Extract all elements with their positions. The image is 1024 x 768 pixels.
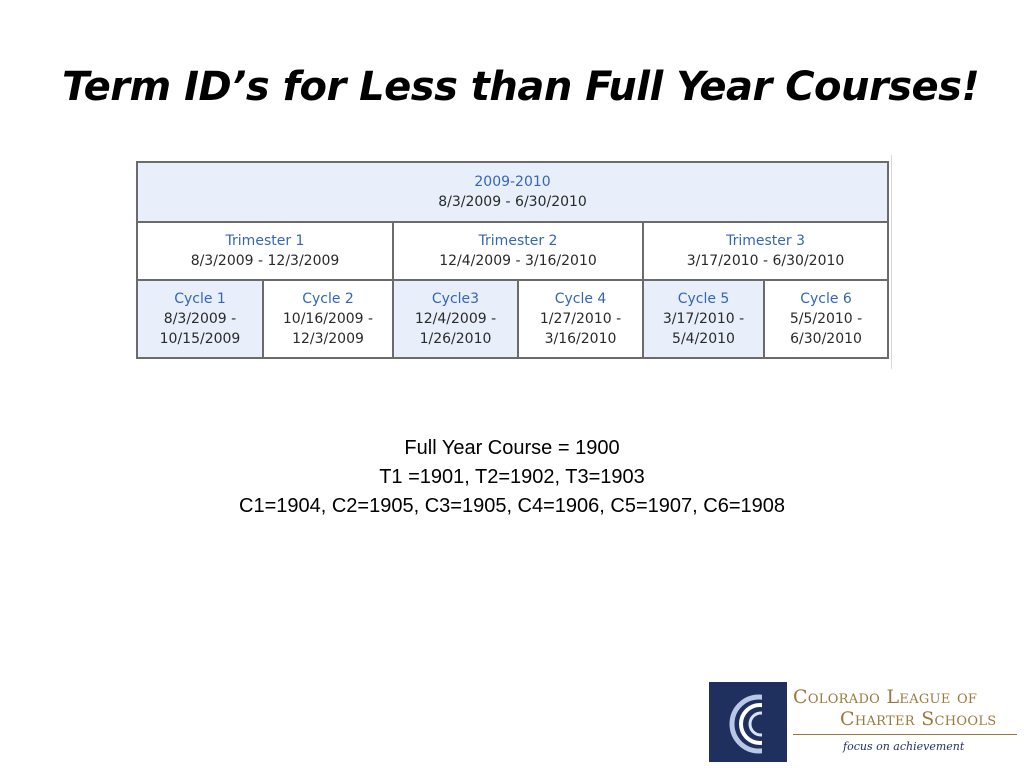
cycle-label: Cycle 1	[174, 291, 226, 307]
cycle-label: Cycle 4	[554, 291, 607, 307]
school-year-dates: 8/3/2009 - 6/30/2010	[438, 194, 587, 210]
term-table-container	[136, 161, 887, 359]
trimester-dates: 3/17/2010 - 6/30/2010	[686, 253, 845, 269]
cycle-cell	[137, 280, 263, 358]
cycle-label: Cycle3	[431, 291, 480, 307]
logo-line-1: Colorado League of	[793, 686, 978, 708]
cycle-ids-note: C1=1904, C2=1905, C3=1905, C4=1906, C5=1907, C6=1908	[239, 495, 785, 517]
cycle-cell	[764, 280, 888, 358]
school-year-cell	[137, 162, 888, 222]
cycle-dates: 8/3/2009 - 10/15/2009	[159, 311, 241, 347]
trimester-cell	[393, 222, 643, 280]
logo-tagline: focus on achievement	[843, 740, 965, 753]
full-year-note: Full Year Course = 1900	[404, 437, 620, 459]
term-calendar-table	[136, 161, 889, 359]
colorado-league-logo	[709, 682, 1019, 762]
swirl-logo-icon	[709, 682, 787, 762]
school-year-label: 2009-2010	[474, 174, 551, 190]
cycle-cell	[518, 280, 643, 358]
cycle-cell	[643, 280, 764, 358]
cycle-label: Cycle 2	[302, 291, 354, 307]
trimester-label: Trimester 2	[478, 233, 558, 249]
cycle-dates: 10/16/2009 - 12/3/2009	[282, 311, 374, 347]
cycle-dates: 5/5/2010 - 6/30/2010	[789, 311, 863, 347]
slide-title: Term ID’s for Less than Full Year Courses!	[62, 64, 980, 110]
trimester-label: Trimester 3	[726, 233, 805, 249]
cycle-label: Cycle 5	[677, 291, 730, 307]
trimester-dates: 12/4/2009 - 3/16/2010	[439, 253, 597, 269]
trimester-dates: 8/3/2009 - 12/3/2009	[190, 253, 340, 269]
logo-line-2: Charter Schools	[840, 708, 997, 730]
cycle-dates: 3/17/2010 - 5/4/2010	[662, 311, 745, 347]
trimester-ids-note: T1 =1901, T2=1902, T3=1903	[379, 466, 645, 488]
school-year-row	[137, 162, 888, 222]
trimester-cell	[643, 222, 888, 280]
cycle-cell	[393, 280, 518, 358]
trimester-cell	[137, 222, 393, 280]
cycle-cell	[263, 280, 393, 358]
trimester-row	[137, 222, 888, 280]
term-id-notes	[0, 434, 1024, 521]
logo-divider	[793, 734, 1017, 735]
cycle-label: Cycle 6	[800, 291, 852, 307]
trimester-label: Trimester 1	[225, 233, 305, 249]
cycle-dates: 1/27/2010 - 3/16/2010	[539, 311, 622, 347]
table-edge-line	[891, 155, 892, 369]
cycle-dates: 12/4/2009 - 1/26/2010	[414, 311, 497, 347]
cycle-row	[137, 280, 888, 358]
